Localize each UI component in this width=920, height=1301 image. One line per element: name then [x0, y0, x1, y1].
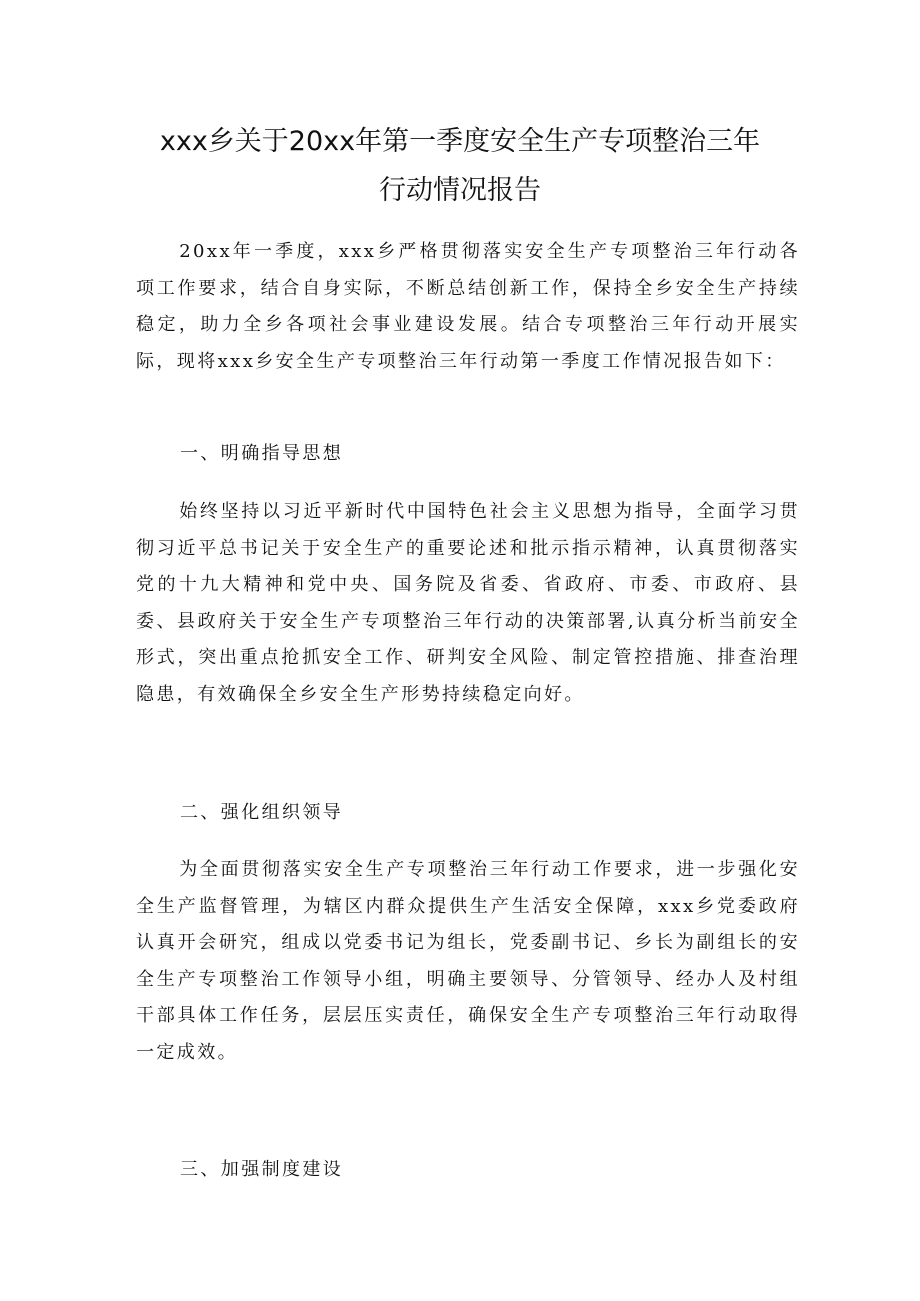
document-title-line-2: 行动情况报告 — [379, 175, 541, 206]
section-heading-system-building: 三、加强制度建设 — [180, 1159, 344, 1180]
section-body-organizational-leadership: 为全面贯彻落实安全生产专项整治三年行动工作要求，进一步强化安全生产监督管理，为辖区内群众提供生产生活安全保障，xxx乡党委政府认真开会研究，组成以党委书记为组长，党委副书记、乡长为副组长的安全生产专项整治工作领导小组，明确主要领导、分管领导、经办人及村组干部具体工作任务，层层压实责任，确保安全生产专项整治三年行动取得一定成效。 — [136, 859, 800, 1063]
section-heading-organizational-leadership: 二、强化组织领导 — [180, 802, 344, 823]
section-heading-guiding-ideology: 一、明确指导思想 — [180, 443, 344, 464]
document-title-line-1: xxx乡关于20xx年第一季度安全生产专项整治三年 — [159, 126, 761, 157]
section-body-guiding-ideology: 始终坚持以习近平新时代中国特色社会主义思想为指导，全面学习贯彻习近平总书记关于安全生产的重要论述和批示指示精神，认真贯彻落实党的十九大精神和党中央、国务院及省委、省政府、市委、市政府、县委、县政府关于安全生产专项整治三年行动的决策部署,认真分析当前安全形式，突出重点抢抓安全工作、研判安全风险、制定管控措施、排查治理隐患，有效确保全乡安全生产形势持续稳定向好。 — [136, 501, 800, 705]
intro-paragraph: 20xx年一季度，xxx乡严格贯彻落实安全生产专项整治三年行动各项工作要求，结合自身实际，不断总结创新工作，保持全乡安全生产持续稳定，助力全乡各项社会事业建设发展。结合专项整治三年行动开展实际，现将xxx乡安全生产专项整治三年行动第一季度工作情况报告如下： — [136, 241, 800, 372]
